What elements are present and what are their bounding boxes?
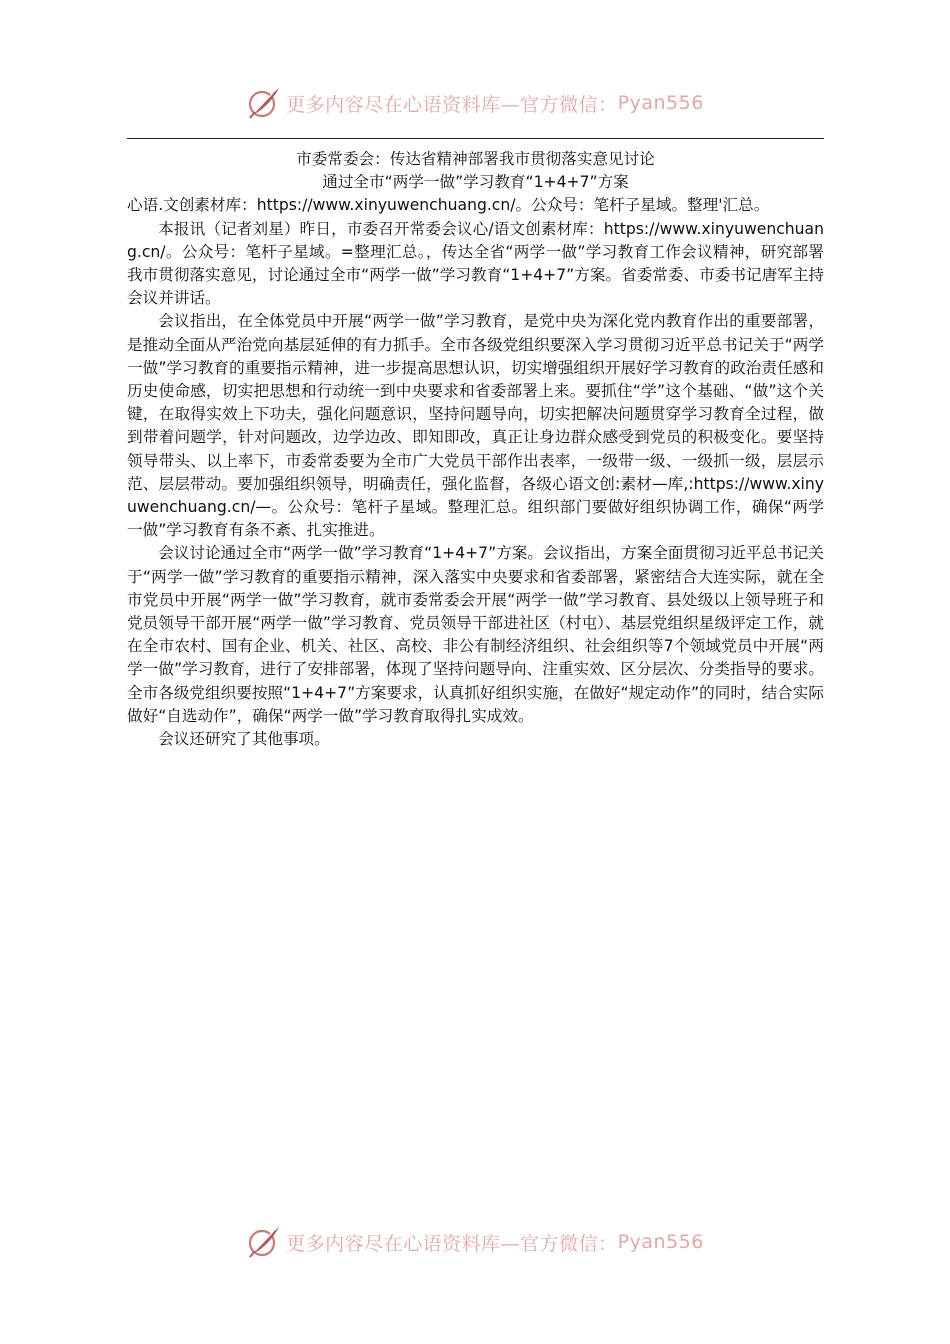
- banner-text: 更多内容尽在心语资料库—官方微信：: [286, 1232, 618, 1255]
- article-title-line-1: 市委常委会：传达省精神部署我市贯彻落实意见讨论: [296, 150, 655, 168]
- article-body: [127, 148, 824, 751]
- banner-wechat-id: Pyan556: [617, 1231, 704, 1253]
- header-divider: [127, 138, 824, 139]
- header-banner: [0, 81, 950, 125]
- article-paragraph-1: 本报讯（记者刘星）昨日，市委召开常委会议心/语文创素材库：https://www.xinyuwenchuang.cn/。公众号：笔杆子星域。=整理汇总。，传达全省“两学一做”学习教育工作会议精神，研究部署我市贯彻落实意见，讨论通过全市“两学一做”学习教育“1+4+7”方案。省委常委、市委书记唐军主持会议并讲话。: [127, 219, 824, 308]
- article-paragraph-source: 心语.文创素材库：https://www.xinyuwenchuang.cn/。公众号：笔杆子星域。整理'汇总。: [127, 196, 770, 215]
- article-title-line-2: 通过全市“两学一做”学习教育“1+4+7”方案: [322, 173, 629, 192]
- footer-banner: [0, 1220, 950, 1264]
- article-paragraph-2: 会议指出，在全体党员中开展“两学一做”学习教育，是党中央为深化党内教育作出的重要部署，是推动全面从严治党向基层延伸的有力抓手。全市各级党组织要深入学习贯彻习近平总书记关于“两学一做”学习教育的重要指示精神，进一步提高思想认识，切实增强组织开展好学习教育的政治责任感和历史使命感，切实把思想和行动统一到中央要求和省委部署上来。要抓住“学”这个基础、“做”这个关键，在取得实效上下功夫，强化问题意识，坚持问题导向，切实把解决问题贯穿学习教育全过程，做到带着问题学，针对问题改，边学边改、即知即改，真正让身边群众感受到党员的积极变化。要坚持领导带头、以上率下，市委常委要为全市广大党员干部作出表率，一级带一级、一级抓一级，层层示范、层层带动。要加强组织领导，明确责任，强化监督，各级心语文创:素材—库,:https://www.xinyuwenchuang.cn/—。公众号：笔杆子星域。整理汇总。组织部门要做好组织协调工作，确保“两学一做”学习教育有条不紊、扎实推进。: [127, 312, 824, 540]
- article-paragraph-4: 会议还研究了其他事项。: [158, 730, 330, 749]
- feather-quill-logo-icon: [246, 1224, 282, 1260]
- article-paragraph-3: 会议讨论通过全市“两学一做”学习教育“1+4+7”方案。会议指出，方案全面贯彻习近平总书记关于“两学一做”学习教育的重要指示精神，深入落实中央要求和省委部署，紧密结合大连实际，就在全市党员中开展“两学一做”学习教育，就市委常委会开展“两学一做”学习教育、县处级以上领导班子和党员领导干部开展“两学一做”学习教育、党员领导干部进社区（村屯）、基层党组织星级评定工作，就在全市农村、国有企业、机关、社区、高校、非公有制经济组织、社会组织等7个领域党员中开展“两学一做”学习教育，进行了安排部署，体现了坚持问题导向、注重实效、区分层次、分类指导的要求。全市各级党组织要按照“1+4+7”方案要求，认真抓好组织实施，在做好“规定动作”的同时，结合实际做好“自选动作”，确保“两学一做”学习教育取得扎实成效。: [127, 544, 824, 725]
- feather-quill-logo-icon: [246, 85, 282, 121]
- banner-text: 更多内容尽在心语资料库—官方微信：: [286, 93, 618, 116]
- banner-wechat-id: Pyan556: [617, 92, 704, 114]
